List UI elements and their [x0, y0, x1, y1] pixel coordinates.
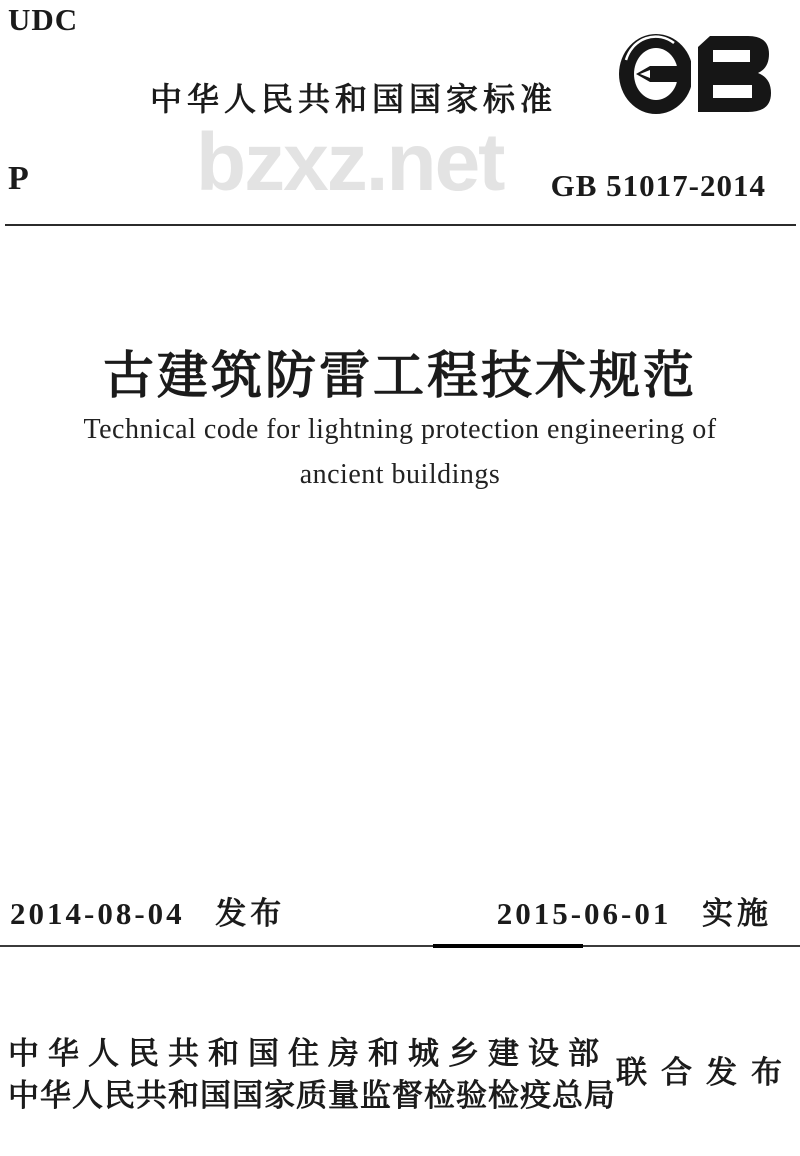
header-divider-line	[5, 224, 796, 226]
udc-label: UDC	[8, 2, 79, 37]
joint-release-label: 联合发布	[616, 1055, 796, 1090]
implement-date-row	[497, 888, 772, 933]
implement-date: 2015-06-01	[496, 896, 672, 931]
issue-date: 2014-08-04	[10, 896, 185, 931]
document-title-chinese: 古建筑防雷工程技术规范	[102, 347, 697, 404]
footer-divider-line	[0, 945, 800, 947]
issue-date-row	[10, 888, 285, 933]
standard-number: GB 51017-2014	[550, 168, 766, 203]
classification-label: P	[8, 160, 29, 197]
footer-divider-heavy-segment	[433, 944, 583, 948]
publisher-line-2: 中华人民共和国国家质量监督检验检疫总局	[8, 1078, 616, 1113]
document-title-english-line1: Technical code for lightning protection engineering of	[83, 414, 717, 445]
publisher-line-1: 中华人民共和国住房和城乡建设部	[8, 1036, 608, 1071]
document-title-english-line2: ancient buildings	[299, 459, 501, 490]
gb-logo	[612, 30, 772, 116]
national-standard-header: 中华人民共和国国家标准	[150, 81, 558, 117]
implement-label: 实施	[702, 896, 772, 931]
issue-label: 发布	[215, 896, 286, 931]
watermark-text: bzxz.net	[196, 117, 504, 208]
